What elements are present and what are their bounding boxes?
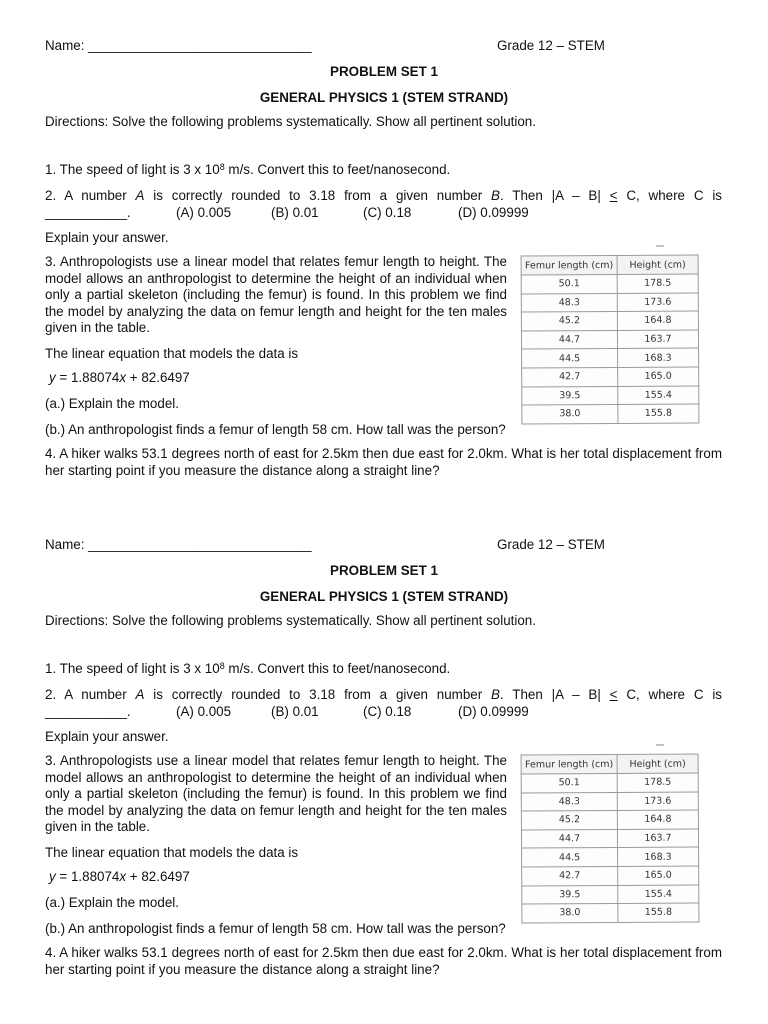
table-row bbox=[522, 386, 699, 406]
table-row bbox=[522, 847, 699, 867]
name-line: Name: ______________________________ bbox=[45, 38, 312, 53]
option-c: (C) 0.18 bbox=[363, 205, 412, 220]
femur-length-cell: 50.1 bbox=[521, 773, 617, 792]
femur-height-table bbox=[521, 255, 700, 425]
height-cell: 168.3 bbox=[618, 847, 699, 866]
table-header: Femur length (cm) bbox=[521, 255, 617, 275]
table-row bbox=[521, 311, 698, 331]
question-4: 4. A hiker walks 53.1 degrees north of east for 2.5km then due east for 2.0km. What is her total displacement from her starting point if you measure the distance along a straight line? bbox=[45, 446, 722, 478]
linear-equation: y = 1.88074x + 82.6497 bbox=[49, 869, 190, 884]
height-cell: 178.5 bbox=[617, 773, 698, 792]
scan-mark bbox=[656, 245, 664, 247]
femur-length-cell: 45.2 bbox=[521, 811, 617, 830]
course-subtitle: GENERAL PHYSICS 1 (STEM STRAND) bbox=[259, 589, 509, 604]
table-row bbox=[522, 348, 699, 368]
table-row bbox=[521, 293, 698, 313]
table-header: Femur length (cm) bbox=[521, 754, 617, 774]
height-cell: 155.4 bbox=[618, 885, 699, 904]
problem-set-sheet-top bbox=[0, 0, 768, 498]
problem-set-title: PROBLEM SET 1 bbox=[330, 64, 438, 79]
linear-equation: y = 1.88074x + 82.6497 bbox=[49, 370, 190, 385]
table-row bbox=[521, 274, 698, 294]
scan-mark bbox=[656, 744, 664, 746]
table-header: Height (cm) bbox=[617, 754, 698, 773]
femur-length-cell: 38.0 bbox=[522, 405, 618, 424]
table-row bbox=[522, 367, 699, 387]
question-2-line-1: 2. A number A is correctly rounded to 3.18 from a given number B. Then |A – B| < C, where C is bbox=[45, 687, 723, 702]
name-line: Name: ______________________________ bbox=[45, 537, 312, 552]
question-3a: (a.) Explain the model. bbox=[45, 396, 179, 411]
table-row bbox=[522, 404, 699, 424]
height-cell: 163.7 bbox=[617, 330, 698, 349]
question-1: 1. The speed of light is 3 x $10^8$ m/s. Convert this to feet/nanosecond. bbox=[45, 661, 451, 676]
table-header-row bbox=[521, 754, 698, 774]
height-cell: 165.0 bbox=[618, 367, 699, 386]
table-row bbox=[521, 829, 698, 849]
femur-length-cell: 44.5 bbox=[522, 349, 618, 368]
grade-label: Grade 12 – STEM bbox=[497, 38, 605, 53]
table-row bbox=[522, 885, 699, 905]
option-b: (B) 0.01 bbox=[271, 704, 319, 719]
femur-height-table bbox=[521, 754, 700, 924]
directions-text: Directions: Solve the following problems systematically. Show all pertinent solution. bbox=[45, 114, 536, 129]
table-row bbox=[521, 330, 698, 350]
femur-length-cell: 48.3 bbox=[521, 792, 617, 811]
table-header: Height (cm) bbox=[617, 255, 698, 274]
option-a: (A) 0.005 bbox=[176, 704, 232, 719]
femur-length-cell: 38.0 bbox=[522, 904, 618, 923]
femur-length-cell: 50.1 bbox=[521, 274, 617, 293]
femur-length-cell: 42.7 bbox=[522, 367, 618, 386]
femur-length-cell: 45.2 bbox=[521, 312, 617, 331]
femur-length-cell: 44.7 bbox=[521, 829, 617, 848]
question-3: 3. Anthropologists use a linear model that relates femur length to height. The model allows an anthropologist to determine the height of an individual when only a partial skeleton (including the femur) is found. In this problem we find the model by analyzing the data on femur length and height for the ten males given in the table. bbox=[45, 753, 507, 835]
height-cell: 164.8 bbox=[617, 311, 698, 330]
femur-length-cell: 39.5 bbox=[522, 885, 618, 904]
problem-set-sheet-bottom bbox=[0, 499, 768, 997]
question-3a: (a.) Explain the model. bbox=[45, 895, 179, 910]
table-header-row bbox=[521, 255, 698, 275]
explain-prompt: Explain your answer. bbox=[45, 230, 169, 245]
question-4: 4. A hiker walks 53.1 degrees north of east for 2.5km then due east for 2.0km. What is her total displacement from her starting point if you measure the distance along a straight line? bbox=[45, 945, 722, 977]
linear-equation-label: The linear equation that models the data is bbox=[45, 346, 299, 361]
question-2-options: ___________. (A) 0.005 (B) 0.01 (C) 0.18 (D) 0.09999 bbox=[45, 704, 529, 719]
option-b: (B) 0.01 bbox=[271, 205, 319, 220]
option-c: (C) 0.18 bbox=[363, 704, 412, 719]
directions-text: Directions: Solve the following problems systematically. Show all pertinent solution. bbox=[45, 613, 536, 628]
height-cell: 165.0 bbox=[618, 866, 699, 885]
height-cell: 173.6 bbox=[617, 792, 698, 811]
question-2-options: ___________. (A) 0.005 (B) 0.01 (C) 0.18 (D) 0.09999 bbox=[45, 205, 529, 220]
table-row bbox=[522, 866, 699, 886]
course-subtitle: GENERAL PHYSICS 1 (STEM STRAND) bbox=[259, 90, 509, 105]
problem-set-title: PROBLEM SET 1 bbox=[330, 563, 438, 578]
option-d: (D) 0.09999 bbox=[458, 704, 529, 719]
option-a: (A) 0.005 bbox=[176, 205, 232, 220]
question-3b: (b.) An anthropologist finds a femur of length 58 cm. How tall was the person? bbox=[45, 921, 506, 936]
height-cell: 164.8 bbox=[617, 810, 698, 829]
height-cell: 178.5 bbox=[617, 274, 698, 293]
height-cell: 173.6 bbox=[617, 293, 698, 312]
question-3: 3. Anthropologists use a linear model that relates femur length to height. The model allows an anthropologist to determine the height of an individual when only a partial skeleton (including the femur) is found. In this problem we find the model by analyzing the data on femur length and height for the ten males given in the table. bbox=[45, 254, 507, 336]
femur-length-cell: 42.7 bbox=[522, 866, 618, 885]
option-d: (D) 0.09999 bbox=[458, 205, 529, 220]
table-row bbox=[522, 903, 699, 923]
femur-length-cell: 48.3 bbox=[521, 293, 617, 312]
question-1: 1. The speed of light is 3 x $10^8$ m/s. Convert this to feet/nanosecond. bbox=[45, 162, 451, 177]
femur-length-cell: 39.5 bbox=[522, 386, 618, 405]
height-cell: 168.3 bbox=[618, 348, 699, 367]
linear-equation-label: The linear equation that models the data is bbox=[45, 845, 299, 860]
table-row bbox=[521, 810, 698, 830]
height-cell: 155.4 bbox=[618, 386, 699, 405]
height-cell: 163.7 bbox=[617, 829, 698, 848]
question-3b: (b.) An anthropologist finds a femur of length 58 cm. How tall was the person? bbox=[45, 422, 506, 437]
question-2-line-1: 2. A number A is correctly rounded to 3.18 from a given number B. Then |A – B| < C, where C is bbox=[45, 188, 723, 203]
femur-length-cell: 44.5 bbox=[522, 848, 618, 867]
table-row bbox=[521, 773, 698, 793]
grade-label: Grade 12 – STEM bbox=[497, 537, 605, 552]
femur-length-cell: 44.7 bbox=[521, 330, 617, 349]
height-cell: 155.8 bbox=[618, 903, 699, 922]
height-cell: 155.8 bbox=[618, 404, 699, 423]
table-row bbox=[521, 792, 698, 812]
explain-prompt: Explain your answer. bbox=[45, 729, 169, 744]
